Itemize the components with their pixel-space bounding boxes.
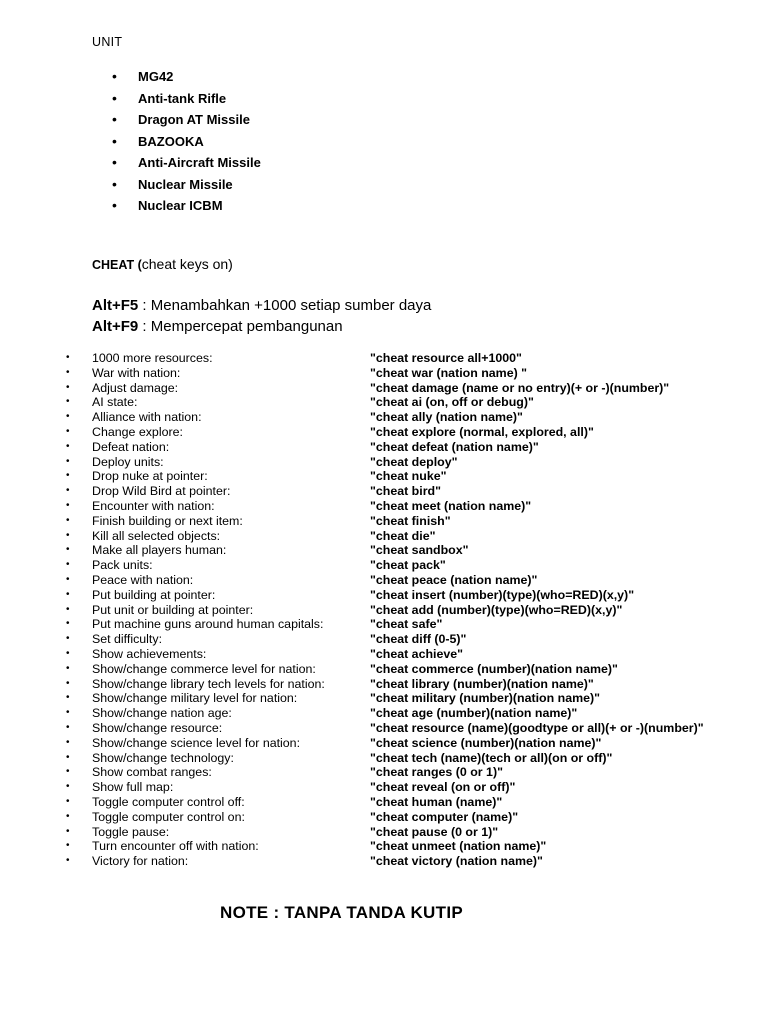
alt-key: Alt+F5	[92, 297, 139, 314]
cheat-description: Show/change technology:	[92, 750, 234, 765]
cheat-command: "cheat reveal (on or off)"	[370, 780, 516, 795]
table-row	[0, 647, 768, 662]
table-row	[0, 529, 768, 544]
cheat-description: Kill all selected objects:	[92, 528, 221, 543]
bullet-icon: •	[66, 855, 70, 867]
cheat-description: Defeat nation:	[92, 439, 170, 454]
cheat-command: "cheat ai (on, off or debug)"	[370, 395, 534, 410]
list-item	[110, 131, 261, 153]
bullet-icon: •	[66, 573, 70, 585]
bullet-icon: •	[66, 485, 70, 497]
bullet-icon: •	[66, 751, 70, 763]
cheat-description: Encounter with nation:	[92, 498, 215, 513]
alt-line	[92, 316, 431, 337]
bullet-icon: •	[66, 588, 70, 600]
cheat-command: "cheat tech (name)(tech or all)(on or off)"	[370, 750, 613, 765]
cheat-description: Show full map:	[92, 780, 174, 795]
unit-name: MG42	[138, 69, 174, 84]
cheat-command: "cheat damage (name or no entry)(+ or -)(number)"	[370, 380, 670, 395]
cheat-description: Toggle computer control off:	[92, 794, 245, 809]
table-row	[0, 839, 768, 854]
alt-key-shortcuts	[92, 295, 431, 337]
cheat-command: "cheat computer (name)"	[370, 809, 519, 824]
table-row	[0, 736, 768, 751]
cheat-description: Show combat ranges:	[92, 765, 212, 780]
table-row	[0, 632, 768, 647]
cheat-description: Show/change commerce level for nation:	[92, 661, 316, 676]
cheat-command: "cheat explore (normal, explored, all)"	[370, 424, 594, 439]
cheat-command: "cheat commerce (number)(nation name)"	[370, 661, 618, 676]
cheat-command: "cheat bird"	[370, 484, 441, 499]
unit-name: Dragon AT Missile	[138, 112, 250, 127]
cheat-command: "cheat deploy"	[370, 454, 458, 469]
table-row	[0, 825, 768, 840]
bullet-icon: •	[66, 366, 70, 378]
bullet-icon: •	[66, 603, 70, 615]
table-row	[0, 410, 768, 425]
bullet-icon: •	[66, 781, 70, 793]
cheat-command: "cheat defeat (nation name)"	[370, 439, 539, 454]
bullet-icon: •	[66, 795, 70, 807]
cheat-command: "cheat safe"	[370, 617, 443, 632]
cheat-command: "cheat resource (name)(goodtype or all)(+ or -)(number)"	[370, 720, 704, 735]
cheat-command: "cheat diff (0-5)"	[370, 632, 467, 647]
cheat-command: "cheat add (number)(type)(who=RED)(x,y)"	[370, 602, 623, 617]
cheat-description: Show/change library tech levels for nation:	[92, 676, 325, 691]
bullet-icon: •	[66, 766, 70, 778]
cheat-description: Show achievements:	[92, 646, 207, 661]
cheat-description: Toggle pause:	[92, 824, 170, 839]
bullet-icon: •	[66, 618, 70, 630]
cheat-command: "cheat peace (nation name)"	[370, 572, 538, 587]
cheat-command: "cheat pause (0 or 1)"	[370, 824, 499, 839]
unit-name: Nuclear Missile	[138, 176, 233, 192]
unit-name: Anti-tank Rifle	[138, 90, 227, 106]
cheat-command: "cheat ally (nation name)"	[370, 410, 523, 425]
cheat-description: Change explore:	[92, 424, 183, 439]
bullet-icon: •	[66, 352, 70, 363]
unit-list	[110, 66, 261, 217]
cheat-description: War with nation:	[92, 365, 181, 380]
cheat-description: AI state:	[92, 395, 138, 410]
bullet-icon: •	[66, 381, 70, 393]
table-row	[0, 366, 768, 381]
table-row	[0, 514, 768, 529]
bullet-icon: •	[112, 89, 117, 106]
cheat-description: Put building at pointer:	[92, 587, 216, 602]
cheat-description: Show/change nation age:	[92, 706, 232, 721]
alt-line	[92, 295, 431, 316]
list-item	[110, 88, 261, 110]
bullet-icon: •	[66, 647, 70, 659]
cheat-command: "cheat die"	[370, 528, 436, 543]
cheat-description: Turn encounter off with nation:	[92, 839, 259, 854]
table-row	[0, 751, 768, 766]
cheat-description: Show/change military level for nation:	[92, 691, 298, 706]
cheat-command: "cheat victory (nation name)"	[370, 854, 543, 869]
list-item	[110, 174, 261, 196]
bullet-icon: •	[66, 499, 70, 511]
cheat-command: "cheat ranges (0 or 1)"	[370, 765, 503, 780]
bullet-icon: •	[66, 440, 70, 452]
table-row	[0, 573, 768, 588]
table-row	[0, 351, 768, 366]
bullet-icon: •	[112, 175, 117, 192]
cheat-command: "cheat human (name)"	[370, 794, 503, 809]
cheat-description: Drop Wild Bird at pointer:	[92, 484, 231, 499]
cheat-description: Alliance with nation:	[92, 410, 202, 425]
bullet-icon: •	[66, 840, 70, 852]
bullet-icon: •	[66, 825, 70, 837]
table-row	[0, 706, 768, 721]
cheat-command: "cheat meet (nation name)"	[370, 498, 532, 513]
cheat-description: Show/change resource:	[92, 720, 223, 735]
list-item	[110, 195, 261, 217]
bullet-icon: •	[66, 707, 70, 719]
table-row	[0, 810, 768, 825]
bullet-icon: •	[112, 111, 117, 127]
cheat-description: Put unit or building at pointer:	[92, 602, 254, 617]
cheat-description: Victory for nation:	[92, 854, 189, 869]
bullet-icon: •	[66, 411, 70, 423]
table-row	[0, 765, 768, 780]
bullet-icon: •	[112, 68, 117, 84]
table-row	[0, 425, 768, 440]
cheat-description: Toggle computer control on:	[92, 809, 245, 824]
cheat-heading-label: CHEAT (	[92, 258, 142, 272]
cheat-description: Pack units:	[92, 558, 153, 573]
unit-heading: UNIT	[92, 35, 123, 49]
unit-name: Nuclear ICBM	[138, 198, 223, 213]
cheat-description: Adjust damage:	[92, 380, 179, 395]
table-row	[0, 455, 768, 470]
table-row	[0, 721, 768, 736]
cheat-command: "cheat achieve"	[370, 646, 464, 661]
list-item	[110, 152, 261, 174]
table-row	[0, 499, 768, 514]
list-item	[110, 66, 261, 88]
cheat-command: "cheat war (nation name) "	[370, 365, 528, 380]
alt-key: Alt+F9	[92, 318, 139, 335]
bullet-icon: •	[66, 721, 70, 733]
bullet-icon: •	[66, 559, 70, 571]
table-row	[0, 395, 768, 410]
table-row	[0, 469, 768, 484]
alt-description: : Mempercepat pembangunan	[138, 318, 343, 335]
table-row	[0, 381, 768, 396]
cheat-command: "cheat pack"	[370, 558, 446, 573]
cheat-list	[0, 351, 768, 869]
bullet-icon: •	[66, 633, 70, 645]
bullet-icon: •	[112, 197, 117, 213]
bullet-icon: •	[66, 529, 70, 541]
bullet-icon: •	[66, 544, 70, 556]
cheat-description: Put machine guns around human capitals:	[92, 617, 324, 632]
cheat-command: "cheat insert (number)(type)(who=RED)(x,y)"	[370, 587, 635, 602]
table-row	[0, 617, 768, 632]
table-row	[0, 677, 768, 692]
table-row	[0, 484, 768, 499]
cheat-command: "cheat military (number)(nation name)"	[370, 691, 600, 706]
bullet-icon: •	[66, 677, 70, 689]
cheat-description: Show/change science level for nation:	[92, 735, 301, 750]
table-row	[0, 440, 768, 455]
cheat-description: 1000 more resources:	[92, 351, 213, 365]
bullet-icon: •	[66, 425, 70, 437]
table-row	[0, 588, 768, 603]
bullet-icon: •	[66, 396, 70, 408]
bullet-icon: •	[66, 810, 70, 822]
bullet-icon: •	[66, 455, 70, 467]
cheat-heading	[92, 256, 233, 272]
cheat-description: Drop nuke at pointer:	[92, 469, 208, 484]
bullet-icon: •	[112, 132, 117, 149]
table-row	[0, 854, 768, 869]
table-row	[0, 691, 768, 706]
table-row	[0, 780, 768, 795]
cheat-command: "cheat resource all+1000"	[370, 351, 522, 365]
bullet-icon: •	[66, 692, 70, 704]
note: NOTE : TANPA TANDA KUTIP	[220, 903, 463, 922]
cheat-description: Finish building or next item:	[92, 513, 243, 528]
bullet-icon: •	[66, 662, 70, 674]
cheat-description: Deploy units:	[92, 454, 164, 469]
bullet-icon: •	[66, 736, 70, 748]
cheat-command: "cheat library (number)(nation name)"	[370, 676, 594, 691]
cheat-description: Peace with nation:	[92, 572, 194, 587]
table-row	[0, 662, 768, 677]
unit-name: BAZOOKA	[138, 133, 204, 149]
table-row	[0, 795, 768, 810]
cheat-heading-keys: cheat keys on)	[141, 256, 233, 272]
cheat-command: "cheat age (number)(nation name)"	[370, 706, 578, 721]
cheat-description: Set difficulty:	[92, 632, 163, 647]
cheat-command: "cheat science (number)(nation name)"	[370, 735, 602, 750]
cheat-description: Make all players human:	[92, 543, 227, 558]
table-row	[0, 543, 768, 558]
cheat-command: "cheat sandbox"	[370, 543, 469, 558]
cheat-command: "cheat unmeet (nation name)"	[370, 839, 547, 854]
cheat-command: "cheat nuke"	[370, 469, 447, 484]
alt-description: : Menambahkan +1000 setiap sumber daya	[138, 297, 432, 314]
table-row	[0, 558, 768, 573]
unit-name: Anti-Aircraft Missile	[138, 155, 261, 170]
bullet-icon: •	[66, 514, 70, 526]
bullet-icon: •	[66, 470, 70, 482]
cheat-command: "cheat finish"	[370, 513, 451, 528]
bullet-icon: •	[112, 154, 117, 170]
table-row	[0, 603, 768, 618]
list-item	[110, 109, 261, 131]
